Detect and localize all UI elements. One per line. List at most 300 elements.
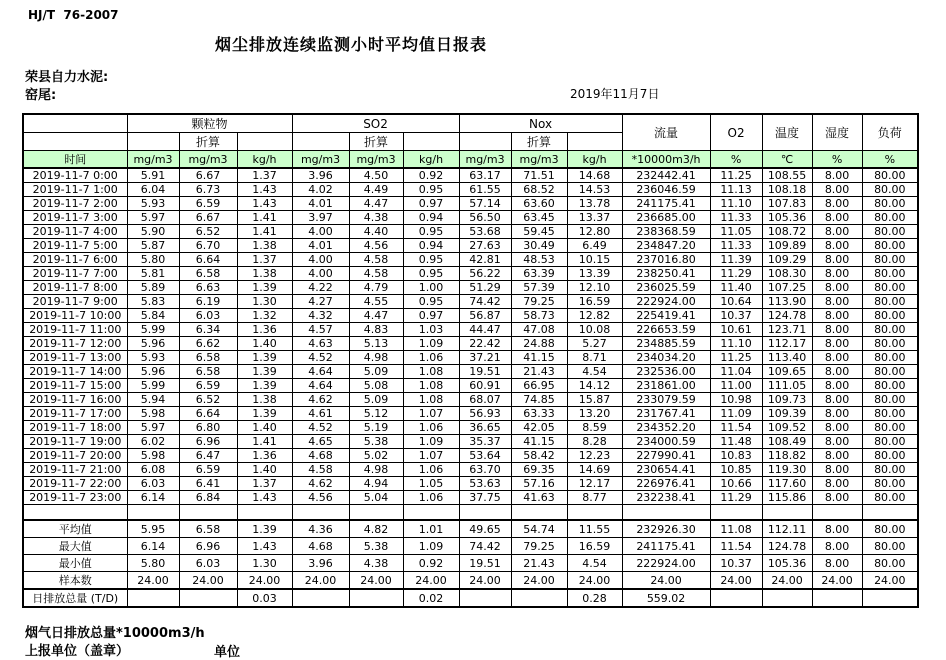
value-cell: 234352.20 (622, 421, 710, 435)
value-cell: 16.59 (567, 295, 622, 309)
value-cell: 0.92 (403, 168, 459, 183)
value-cell: 112.17 (762, 337, 812, 351)
daily-total-label: 日排放总量 (T/D) (23, 589, 127, 607)
value-cell: 11.10 (710, 197, 762, 211)
value-cell (459, 589, 511, 607)
value-cell: 6.47 (179, 449, 237, 463)
unit-cell: mg/m3 (459, 151, 511, 169)
value-cell: 14.68 (567, 168, 622, 183)
value-cell: 0.95 (403, 295, 459, 309)
value-cell (179, 589, 237, 607)
value-cell: 4.22 (292, 281, 349, 295)
value-cell: 1.37 (237, 168, 292, 183)
value-cell: 5.98 (127, 407, 179, 421)
value-cell: 4.64 (292, 365, 349, 379)
value-cell: 8.00 (812, 267, 862, 281)
value-cell: 4.58 (349, 267, 403, 281)
value-cell: 236685.00 (622, 211, 710, 225)
value-cell: 1.03 (403, 323, 459, 337)
value-cell: 1.39 (237, 281, 292, 295)
value-cell (292, 589, 349, 607)
spacer-cell (403, 505, 459, 521)
value-cell: 80.00 (862, 421, 918, 435)
value-cell: 1.38 (237, 393, 292, 407)
value-cell: 14.12 (567, 379, 622, 393)
spacer-cell (23, 505, 127, 521)
flue-gas-total-note: 烟气日排放总量*10000m3/h (25, 626, 205, 641)
value-cell: 13.78 (567, 197, 622, 211)
value-cell: 222924.00 (622, 295, 710, 309)
value-cell: 226976.41 (622, 477, 710, 491)
unit-cell: mg/m3 (179, 151, 237, 169)
value-cell: 74.42 (459, 295, 511, 309)
value-cell: 10.08 (567, 323, 622, 337)
time-cell: 2019-11-7 1:00 (23, 183, 127, 197)
value-cell: 8.00 (812, 323, 862, 337)
value-cell: 4.01 (292, 239, 349, 253)
value-cell: 4.65 (292, 435, 349, 449)
value-cell: 6.64 (179, 253, 237, 267)
value-cell: 113.90 (762, 295, 812, 309)
value-cell: 5.84 (127, 309, 179, 323)
value-cell: 8.00 (812, 351, 862, 365)
value-cell: 11.25 (710, 351, 762, 365)
value-cell: 4.52 (292, 421, 349, 435)
value-cell: 11.48 (710, 435, 762, 449)
value-cell: 80.00 (862, 323, 918, 337)
value-cell: 80.00 (862, 168, 918, 183)
value-cell: 15.87 (567, 393, 622, 407)
value-cell: 53.68 (459, 225, 511, 239)
value-cell: 8.00 (812, 168, 862, 183)
value-cell: 41.63 (511, 491, 567, 505)
value-cell: 41.15 (511, 351, 567, 365)
unit-cell: mg/m3 (511, 151, 567, 169)
value-cell: 1.07 (403, 407, 459, 421)
spacer-cell (812, 505, 862, 521)
value-cell: 5.80 (127, 555, 179, 572)
value-cell: 0.94 (403, 211, 459, 225)
value-cell: 11.13 (710, 183, 762, 197)
hour-row (23, 449, 918, 463)
value-cell: 4.98 (349, 351, 403, 365)
value-cell: 24.00 (710, 572, 762, 590)
value-cell: 0.97 (403, 309, 459, 323)
data-rows (23, 168, 918, 607)
unit-label: 单位 (214, 645, 241, 660)
hour-row (23, 225, 918, 239)
value-cell: 11.54 (710, 421, 762, 435)
value-cell: 5.93 (127, 351, 179, 365)
standard-code: HJ/T 76-2007 (28, 8, 119, 22)
unit-cell: kg/h (237, 151, 292, 169)
value-cell: 111.05 (762, 379, 812, 393)
time-cell: 2019-11-7 7:00 (23, 267, 127, 281)
value-cell: 80.00 (862, 449, 918, 463)
hour-row (23, 295, 918, 309)
value-cell: 37.75 (459, 491, 511, 505)
value-cell: 5.02 (349, 449, 403, 463)
value-cell: 8.00 (812, 538, 862, 555)
hour-row (23, 337, 918, 351)
value-cell: 74.42 (459, 538, 511, 555)
value-cell: 8.00 (812, 337, 862, 351)
value-cell: 1.40 (237, 463, 292, 477)
value-cell: 227990.41 (622, 449, 710, 463)
value-cell: 80.00 (862, 393, 918, 407)
value-cell: 37.21 (459, 351, 511, 365)
value-cell: 4.79 (349, 281, 403, 295)
header-empty-cell (127, 133, 179, 151)
value-cell: 236046.59 (622, 183, 710, 197)
value-cell: 56.50 (459, 211, 511, 225)
value-cell: 6.84 (179, 491, 237, 505)
report-table (22, 113, 919, 608)
value-cell: 6.52 (179, 393, 237, 407)
value-cell: 8.00 (812, 449, 862, 463)
summary-label: 平均值 (23, 520, 127, 538)
group-header-humidity: 湿度 (812, 114, 862, 151)
unit-cell: % (812, 151, 862, 169)
value-cell: 0.95 (403, 225, 459, 239)
value-cell: 0.02 (403, 589, 459, 607)
value-cell: 4.00 (292, 225, 349, 239)
value-cell: 0.28 (567, 589, 622, 607)
value-cell: 4.00 (292, 267, 349, 281)
value-cell: 63.60 (511, 197, 567, 211)
value-cell: 5.91 (127, 168, 179, 183)
value-cell: 4.54 (567, 365, 622, 379)
value-cell: 232442.41 (622, 168, 710, 183)
value-cell: 107.83 (762, 197, 812, 211)
header-unit-row (23, 151, 918, 169)
value-cell: 6.58 (179, 267, 237, 281)
value-cell: 11.33 (710, 211, 762, 225)
spacer-cell (179, 505, 237, 521)
value-cell: 5.13 (349, 337, 403, 351)
value-cell: 42.05 (511, 421, 567, 435)
value-cell: 1.07 (403, 449, 459, 463)
value-cell: 1.41 (237, 225, 292, 239)
value-cell: 10.83 (710, 449, 762, 463)
spacer-cell (710, 505, 762, 521)
value-cell: 63.17 (459, 168, 511, 183)
value-cell: 6.02 (127, 435, 179, 449)
value-cell: 3.96 (292, 555, 349, 572)
value-cell: 80.00 (862, 491, 918, 505)
daily-total-row (23, 589, 918, 607)
value-cell: 80.00 (862, 267, 918, 281)
value-cell: 1.37 (237, 253, 292, 267)
value-cell: 6.96 (179, 538, 237, 555)
value-cell: 1.41 (237, 435, 292, 449)
value-cell: 109.29 (762, 253, 812, 267)
value-cell: 230654.41 (622, 463, 710, 477)
value-cell: 4.00 (292, 253, 349, 267)
time-cell: 2019-11-7 0:00 (23, 168, 127, 183)
value-cell: 4.47 (349, 309, 403, 323)
spacer-cell (459, 505, 511, 521)
value-cell: 12.80 (567, 225, 622, 239)
value-cell: 6.03 (127, 477, 179, 491)
value-cell: 109.65 (762, 365, 812, 379)
value-cell: 10.15 (567, 253, 622, 267)
spacer-cell (762, 505, 812, 521)
time-cell: 2019-11-7 3:00 (23, 211, 127, 225)
hour-row (23, 197, 918, 211)
value-cell: 1.30 (237, 555, 292, 572)
unit-cell: kg/h (567, 151, 622, 169)
value-cell: 57.14 (459, 197, 511, 211)
value-cell: 4.63 (292, 337, 349, 351)
value-cell: 5.97 (127, 421, 179, 435)
value-cell: 108.30 (762, 267, 812, 281)
value-cell: 71.51 (511, 168, 567, 183)
value-cell (762, 589, 812, 607)
value-cell: 237016.80 (622, 253, 710, 267)
average-row (23, 520, 918, 538)
hour-row (23, 281, 918, 295)
header-empty-cell (237, 133, 292, 151)
value-cell: 61.55 (459, 183, 511, 197)
maximum-row (23, 538, 918, 555)
value-cell: 11.04 (710, 365, 762, 379)
value-cell: 10.85 (710, 463, 762, 477)
value-cell: 80.00 (862, 463, 918, 477)
header-empty-cell (23, 114, 127, 133)
spacer-row (23, 505, 918, 521)
value-cell: 4.38 (349, 555, 403, 572)
value-cell: 1.40 (237, 421, 292, 435)
value-cell: 8.00 (812, 520, 862, 538)
value-cell: 10.37 (710, 555, 762, 572)
header-group-row (23, 114, 918, 133)
value-cell: 36.65 (459, 421, 511, 435)
value-cell: 6.52 (179, 225, 237, 239)
value-cell: 1.08 (403, 393, 459, 407)
value-cell: 8.00 (812, 295, 862, 309)
value-cell: 11.39 (710, 253, 762, 267)
value-cell: 8.59 (567, 421, 622, 435)
value-cell: 6.19 (179, 295, 237, 309)
value-cell: 6.63 (179, 281, 237, 295)
unit-cell: % (862, 151, 918, 169)
spacer-cell (292, 505, 349, 521)
value-cell: 241175.41 (622, 538, 710, 555)
value-cell: 24.00 (862, 572, 918, 590)
hour-row (23, 435, 918, 449)
value-cell: 6.49 (567, 239, 622, 253)
value-cell: 6.14 (127, 538, 179, 555)
value-cell: 5.97 (127, 211, 179, 225)
value-cell: 10.37 (710, 309, 762, 323)
value-cell: 11.33 (710, 239, 762, 253)
hour-row (23, 309, 918, 323)
spacer-cell (511, 505, 567, 521)
value-cell: 6.58 (179, 351, 237, 365)
value-cell: 8.28 (567, 435, 622, 449)
time-cell: 2019-11-7 13:00 (23, 351, 127, 365)
value-cell: 24.00 (622, 572, 710, 590)
time-cell: 2019-11-7 11:00 (23, 323, 127, 337)
value-cell: 63.33 (511, 407, 567, 421)
value-cell: 4.36 (292, 520, 349, 538)
value-cell: 11.55 (567, 520, 622, 538)
value-cell: 44.47 (459, 323, 511, 337)
value-cell: 232536.00 (622, 365, 710, 379)
hour-row (23, 239, 918, 253)
value-cell: 80.00 (862, 211, 918, 225)
value-cell: 105.36 (762, 211, 812, 225)
value-cell: 4.50 (349, 168, 403, 183)
time-cell: 2019-11-7 9:00 (23, 295, 127, 309)
value-cell: 1.36 (237, 449, 292, 463)
company-name: 荣县自力水泥: (25, 70, 109, 85)
value-cell: 80.00 (862, 183, 918, 197)
value-cell: 4.32 (292, 309, 349, 323)
value-cell: 8.00 (812, 491, 862, 505)
value-cell: 24.00 (127, 572, 179, 590)
value-cell: 4.57 (292, 323, 349, 337)
value-cell: 58.42 (511, 449, 567, 463)
value-cell: 80.00 (862, 253, 918, 267)
value-cell: 8.00 (812, 407, 862, 421)
value-cell: 63.70 (459, 463, 511, 477)
value-cell: 6.70 (179, 239, 237, 253)
value-cell: 21.43 (511, 555, 567, 572)
time-cell: 2019-11-7 21:00 (23, 463, 127, 477)
value-cell: 41.15 (511, 435, 567, 449)
value-cell: 6.14 (127, 491, 179, 505)
value-cell (127, 589, 179, 607)
value-cell: 10.66 (710, 477, 762, 491)
value-cell: 80.00 (862, 520, 918, 538)
value-cell: 6.64 (179, 407, 237, 421)
header-empty-cell (567, 133, 622, 151)
group-header-flow: 流量 (622, 114, 710, 151)
value-cell: 58.73 (511, 309, 567, 323)
value-cell: 232926.30 (622, 520, 710, 538)
value-cell: 4.56 (349, 239, 403, 253)
value-cell: 5.99 (127, 379, 179, 393)
value-cell: 59.45 (511, 225, 567, 239)
value-cell: 5.83 (127, 295, 179, 309)
value-cell: 234847.20 (622, 239, 710, 253)
value-cell: 80.00 (862, 407, 918, 421)
value-cell: 8.00 (812, 555, 862, 572)
value-cell: 108.49 (762, 435, 812, 449)
hour-row (23, 491, 918, 505)
hour-row (23, 183, 918, 197)
value-cell: 11.08 (710, 520, 762, 538)
value-cell: 222924.00 (622, 555, 710, 572)
value-cell: 241175.41 (622, 197, 710, 211)
value-cell: 4.40 (349, 225, 403, 239)
value-cell: 1.06 (403, 421, 459, 435)
time-cell: 2019-11-7 2:00 (23, 197, 127, 211)
spacer-cell (237, 505, 292, 521)
value-cell: 3.97 (292, 211, 349, 225)
value-cell: 8.00 (812, 379, 862, 393)
value-cell: 68.52 (511, 183, 567, 197)
value-cell: 6.80 (179, 421, 237, 435)
time-cell: 2019-11-7 15:00 (23, 379, 127, 393)
value-cell: 5.27 (567, 337, 622, 351)
value-cell: 4.83 (349, 323, 403, 337)
value-cell: 5.12 (349, 407, 403, 421)
value-cell: 6.59 (179, 463, 237, 477)
value-cell: 8.00 (812, 421, 862, 435)
value-cell: 231861.00 (622, 379, 710, 393)
value-cell: 10.61 (710, 323, 762, 337)
unit-cell: mg/m3 (127, 151, 179, 169)
value-cell: 1.32 (237, 309, 292, 323)
value-cell: 6.34 (179, 323, 237, 337)
value-cell: 24.00 (292, 572, 349, 590)
value-cell: 5.99 (127, 323, 179, 337)
value-cell: 27.63 (459, 239, 511, 253)
value-cell: 5.80 (127, 253, 179, 267)
value-cell: 6.03 (179, 309, 237, 323)
value-cell: 4.58 (292, 463, 349, 477)
value-cell: 63.39 (511, 267, 567, 281)
header-empty-cell (459, 133, 511, 151)
value-cell: 0.97 (403, 197, 459, 211)
unit-cell: *10000m3/h (622, 151, 710, 169)
value-cell: 231767.41 (622, 407, 710, 421)
value-cell: 6.67 (179, 168, 237, 183)
value-cell: 108.55 (762, 168, 812, 183)
value-cell: 117.60 (762, 477, 812, 491)
hour-row (23, 463, 918, 477)
header-empty-cell (292, 133, 349, 151)
value-cell: 6.58 (179, 365, 237, 379)
summary-label: 样本数 (23, 572, 127, 590)
minimum-row (23, 555, 918, 572)
value-cell: 8.00 (812, 239, 862, 253)
value-cell: 11.00 (710, 379, 762, 393)
value-cell: 80.00 (862, 538, 918, 555)
time-cell: 2019-11-7 8:00 (23, 281, 127, 295)
value-cell: 3.96 (292, 168, 349, 183)
value-cell: 115.86 (762, 491, 812, 505)
spacer-cell (349, 505, 403, 521)
value-cell: 1.37 (237, 477, 292, 491)
value-cell: 56.93 (459, 407, 511, 421)
value-cell: 109.39 (762, 407, 812, 421)
value-cell: 80.00 (862, 197, 918, 211)
value-cell: 112.11 (762, 520, 812, 538)
unit-cell: mg/m3 (349, 151, 403, 169)
value-cell: 6.73 (179, 183, 237, 197)
value-cell: 24.88 (511, 337, 567, 351)
value-cell: 1.09 (403, 538, 459, 555)
value-cell: 56.87 (459, 309, 511, 323)
value-cell: 53.63 (459, 477, 511, 491)
value-cell: 5.95 (127, 520, 179, 538)
value-cell: 5.90 (127, 225, 179, 239)
value-cell: 1.06 (403, 351, 459, 365)
value-cell: 4.54 (567, 555, 622, 572)
value-cell: 108.72 (762, 225, 812, 239)
value-cell: 118.82 (762, 449, 812, 463)
value-cell: 5.94 (127, 393, 179, 407)
value-cell (710, 589, 762, 607)
value-cell: 13.37 (567, 211, 622, 225)
station-name: 窑尾: (25, 88, 57, 103)
value-cell: 4.64 (292, 379, 349, 393)
value-cell: 68.07 (459, 393, 511, 407)
